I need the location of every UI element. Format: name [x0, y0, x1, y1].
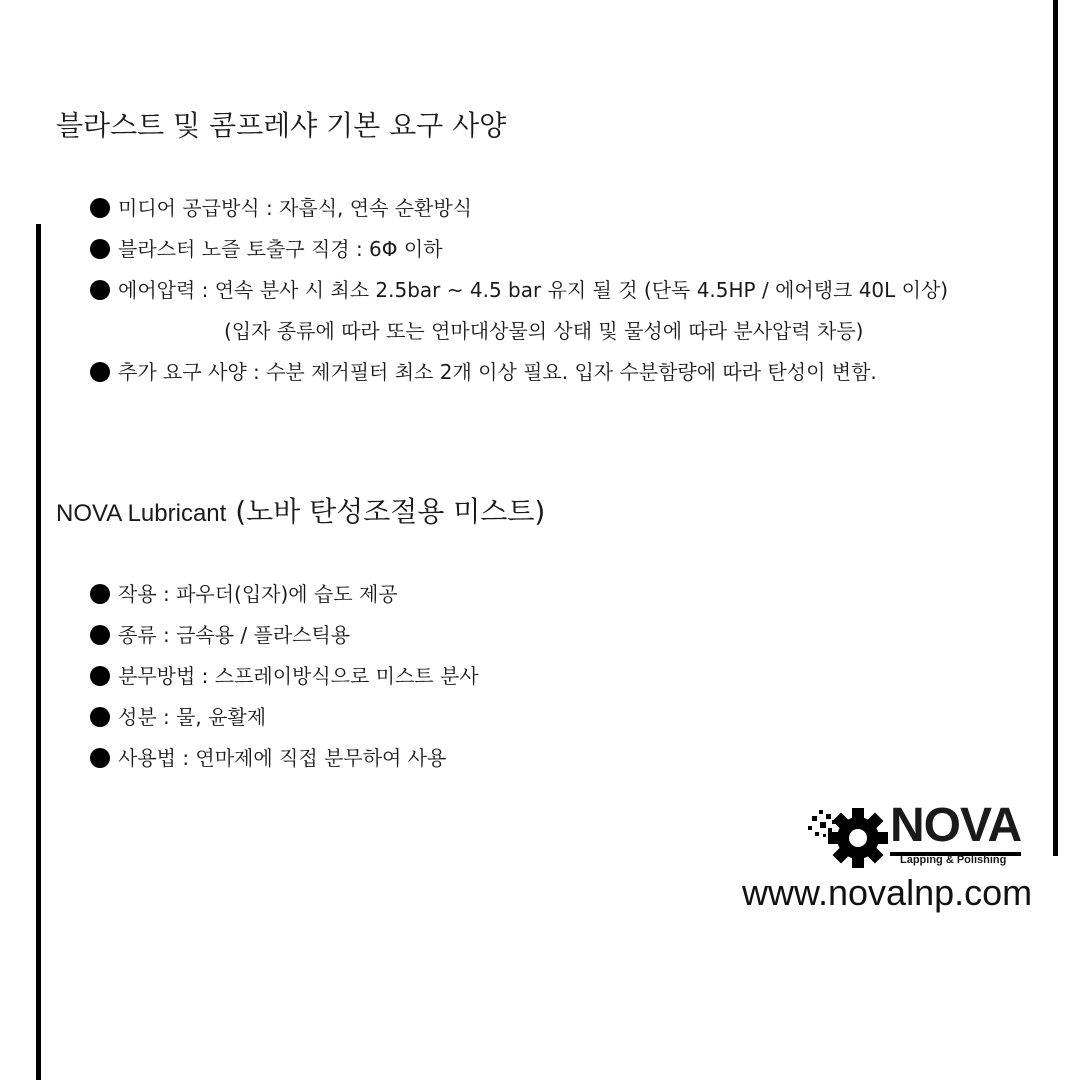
bullet-icon	[90, 625, 110, 645]
left-border-bar	[36, 224, 41, 1080]
list-item	[90, 574, 479, 615]
gear-icon	[806, 802, 888, 868]
bullet-icon	[90, 198, 110, 218]
list-item	[90, 352, 948, 393]
nova-logo	[806, 800, 1048, 872]
list-item-text: 미디어 공급방식 : 자흡식, 연속 순환방식	[118, 196, 473, 220]
bullet-icon	[90, 239, 110, 259]
list-item-text: 성분 : 물, 윤활제	[118, 705, 267, 729]
bullet-icon	[90, 584, 110, 604]
bullet-icon	[90, 280, 110, 300]
bullet-icon	[90, 707, 110, 727]
list-item-text: 종류 : 금속용 / 플라스틱용	[118, 623, 351, 647]
list-item	[90, 656, 479, 697]
list-item-text: 에어압력 : 연속 분사 시 최소 2.5bar ~ 4.5 bar 유지 될 것 (단독 4.5HP / 에어탱크 40L 이상)	[118, 278, 949, 302]
lubricant-spec-list	[90, 574, 479, 779]
logo-tagline: Lapping & Polishing	[900, 854, 1007, 866]
list-item-text: 추가 요구 사양 : 수분 제거필터 최소 2개 이상 필요. 입자 수분함량에 따라 탄성이 변함.	[118, 360, 877, 384]
list-item-text: 사용법 : 연마제에 직접 분무하여 사용	[118, 746, 447, 770]
list-item	[90, 270, 948, 311]
section-title-lubricant	[56, 490, 545, 530]
list-item	[90, 188, 948, 229]
bullet-icon	[90, 666, 110, 686]
blast-spec-list	[90, 188, 948, 393]
list-item	[90, 738, 479, 779]
logo-wordmark: NOVA	[890, 800, 1021, 856]
section-title-blast-spec: 블라스트 및 콤프레샤 기본 요구 사양	[56, 109, 507, 142]
list-item-text: 분무방법 : 스프레이방식으로 미스트 분사	[118, 664, 479, 688]
list-item-note: (입자 종류에 따라 또는 연마대상물의 상태 및 물성에 따라 분사압력 차등)	[224, 319, 864, 343]
list-item	[90, 615, 479, 656]
right-border-bar	[1053, 0, 1058, 856]
list-item-text: 블라스터 노즐 토출구 직경 : 6Φ 이하	[118, 237, 443, 261]
website-url: www.novalnp.com	[742, 872, 1033, 913]
list-item-text: 작용 : 파우더(입자)에 습도 제공	[118, 582, 398, 606]
title-korean: (노바 탄성조절용 미스트)	[235, 495, 546, 528]
list-item	[90, 229, 948, 270]
title-latin: NOVA Lubricant	[56, 500, 227, 527]
bullet-icon	[90, 362, 110, 382]
bullet-icon	[90, 748, 110, 768]
list-item	[90, 697, 479, 738]
